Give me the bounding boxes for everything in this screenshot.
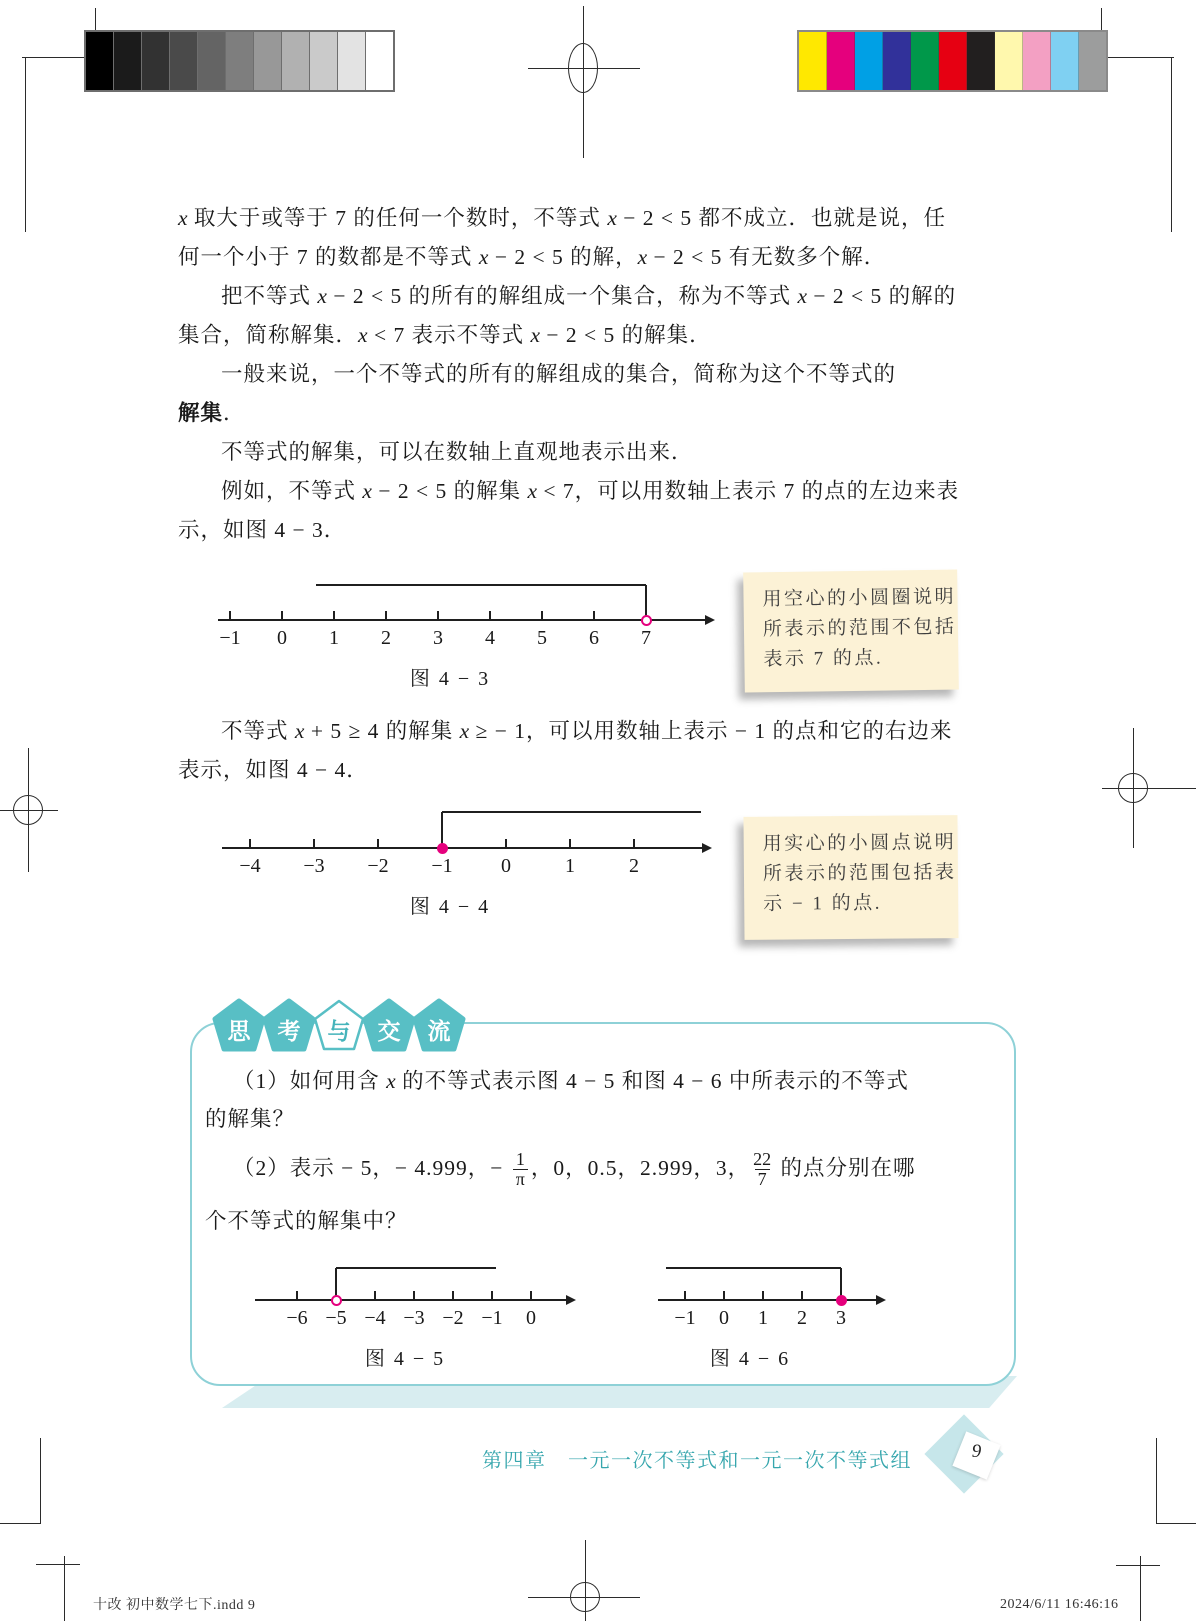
text-line: 不等式的解集，可以在数轴上直观地表示出来． [221,440,694,464]
axis-tick [541,611,543,620]
axis-tick [569,839,571,848]
axis-tick [441,839,443,848]
axis-tick [281,611,283,620]
axis-tick [377,839,379,848]
text-line: 集合，简称解集．x < 7 表示不等式 x − 2 < 5 的解集． [178,323,712,347]
open-point [641,615,652,626]
footer-chapter-title: 第四章 一元一次不等式和一元一次不等式组 [482,1450,912,1472]
crop-mark-line [1171,57,1172,232]
axis-tick [505,839,507,848]
tick-label: 1 [565,855,575,877]
color-swatch [911,32,939,90]
text-line: 何一个小于 7 的数都是不等式 x − 2 < 5 的解，x − 2 < 5 有无数多个解． [178,245,887,269]
crop-mark-line [1102,788,1196,789]
registration-target [1118,773,1148,803]
body-text-block-1 [178,199,959,550]
filled-point [437,843,448,854]
question-line: 的解集？ [205,1107,296,1131]
tick-label: 1 [329,627,339,649]
crop-mark-line [1116,1565,1160,1566]
text-line: 示，如图 4 − 3． [178,518,347,542]
tick-label: −2 [442,1307,464,1329]
grayscale-swatch [170,32,198,90]
axis-tick [633,839,635,848]
text-line: 表示，如图 4 − 4． [178,758,369,782]
tick-label: 0 [719,1307,729,1329]
grayscale-swatch [114,32,142,90]
tick-label: 6 [589,627,599,649]
axis-tick [645,611,647,620]
tick-label: 0 [277,627,287,649]
axis-line [218,619,705,621]
color-swatch [967,32,995,90]
text-line: 把不等式 x − 2 < 5 的所有的解组成一个集合，称为不等式 x − 2 < 5 的解的 [221,284,957,308]
color-swatch [827,32,855,90]
text-line: 一般来说，一个不等式的所有的解组成的集合，简称为这个不等式的 [221,362,897,386]
badge-label: 与 [327,1018,351,1044]
tick-label: 2 [381,627,391,649]
crop-mark-line [1156,1523,1196,1524]
question-line: （1）如何用含 x 的不等式表示图 4 − 5 和图 4 − 6 中所表示的不等式 [233,1069,909,1093]
badge-思 [212,998,266,1052]
tick-label: −2 [367,855,389,877]
tick-label: 5 [537,627,547,649]
color-swatch [1051,32,1079,90]
axis-tick [249,839,251,848]
badge-label: 思 [227,1018,251,1044]
color-swatch [855,32,883,90]
note-line: 示 − 1 的点. [763,892,883,915]
tick-label: −3 [303,855,325,877]
grayscale-swatch [338,32,366,90]
registration-target [570,1582,600,1612]
note-line: 用空心的小圆圈说明 [762,586,957,611]
tick-label: −5 [325,1307,347,1329]
badge-考 [262,998,316,1052]
tick-label: 3 [836,1307,846,1329]
grayscale-swatch [142,32,170,90]
grayscale-swatch [198,32,226,90]
badge-流 [412,998,466,1052]
registration-target [13,795,43,825]
margin-note-open-circle [743,570,959,693]
tick-label: 0 [526,1307,536,1329]
axis-tick [385,611,387,620]
question-line: 个不等式的解集中？ [205,1209,408,1233]
axis-tick [229,611,231,620]
note-line: 所表示的范围包括表 [762,862,957,885]
text-line: 不等式 x + 5 ≥ 4 的解集 x ≥ − 1，可以用数轴上表示 − 1 的点和它的右边来 [221,719,953,743]
crop-mark-line [1156,1438,1157,1524]
crop-mark-line [64,1556,65,1621]
bracket-drop-line [645,585,647,614]
badge-label: 流 [427,1018,451,1044]
text-line: 例如，不等式 x − 2 < 5 的解集 x < 7，可以用数轴上表示 7 的点的左边来表 [221,479,960,503]
question-line: （2）表示 − 5，− 4.999，− $\frac{1}{\pi}$ ，0，0.5，2.999，3， $\frac{22}{7}$ 的点分别在哪 [233,1149,916,1190]
color-swatch [1079,32,1106,90]
tick-label: 4 [485,627,495,649]
axis-tick [333,611,335,620]
badge-与 [312,998,366,1052]
color-calibration-bar [797,30,1108,92]
tick-label: 7 [641,627,651,649]
tick-label: 1 [758,1307,768,1329]
print-info-timestamp: 2024/6/11 16:46:16 [1000,1597,1119,1612]
print-info-filename: 十改 初中数学七下.indd 9 [93,1598,256,1613]
tick-label: 0 [501,855,511,877]
page-number: 9 [971,1441,982,1462]
tick-label: −1 [431,855,453,877]
tick-label: −4 [364,1307,386,1329]
bracket-line [442,811,701,813]
bracket-line [316,584,646,586]
badge-交 [362,998,416,1052]
crop-mark-line [1140,1556,1141,1621]
axis-tick [313,839,315,848]
color-swatch [883,32,911,90]
text-line: 解集． [178,401,246,425]
axis-tick [593,611,595,620]
grayscale-swatch [86,32,114,90]
body-text-block-2 [178,712,952,790]
figure-caption: 图 4 − 6 [709,1348,791,1370]
tick-label: −6 [286,1307,308,1329]
registration-target [568,43,598,93]
margin-note-filled-dot [743,815,958,940]
crop-mark-line [25,57,26,232]
figure-caption: 图 4 − 3 [409,668,491,690]
bracket-drop-line [441,812,443,842]
figure-caption: 图 4 − 4 [409,896,491,918]
color-swatch [939,32,967,90]
grayscale-swatch [366,32,393,90]
axis-line [222,847,702,849]
grayscale-swatch [282,32,310,90]
color-swatch [995,32,1023,90]
tick-label: −4 [239,855,261,877]
note-line: 用实心的小圆点说明 [762,832,957,855]
crop-mark-line [40,1438,41,1524]
figure-caption: 图 4 − 5 [364,1348,446,1370]
grayscale-swatch [254,32,282,90]
tick-label: 2 [629,855,639,877]
crop-mark-line [0,1523,40,1524]
fraction: $\frac{1}{\pi}$ [513,1150,528,1190]
color-swatch [799,32,827,90]
note-line: 表示 7 的点. [763,647,884,671]
crop-mark-line [36,1564,80,1565]
axis-arrow-icon [705,615,715,625]
fraction: $\frac{22}{7}$ [753,1149,772,1190]
tick-label: −1 [674,1307,696,1329]
badge-label: 交 [377,1018,401,1044]
tick-label: −3 [403,1307,425,1329]
grayscale-calibration-bar [84,30,395,92]
grayscale-swatch [310,32,338,90]
axis-tick [489,611,491,620]
axis-arrow-icon [702,843,712,853]
grayscale-swatch [226,32,254,90]
note-line: 所表示的范围不包括 [762,616,957,641]
tick-label: 2 [797,1307,807,1329]
badge-label: 考 [277,1018,301,1044]
text-line: x 取大于或等于 7 的任何一个数时，不等式 x − 2 < 5 都不成立．也就是说，任 [178,206,946,230]
tick-label: 3 [433,627,443,649]
tick-label: −1 [481,1307,503,1329]
color-swatch [1023,32,1051,90]
tick-label: −1 [219,627,241,649]
axis-tick [437,611,439,620]
